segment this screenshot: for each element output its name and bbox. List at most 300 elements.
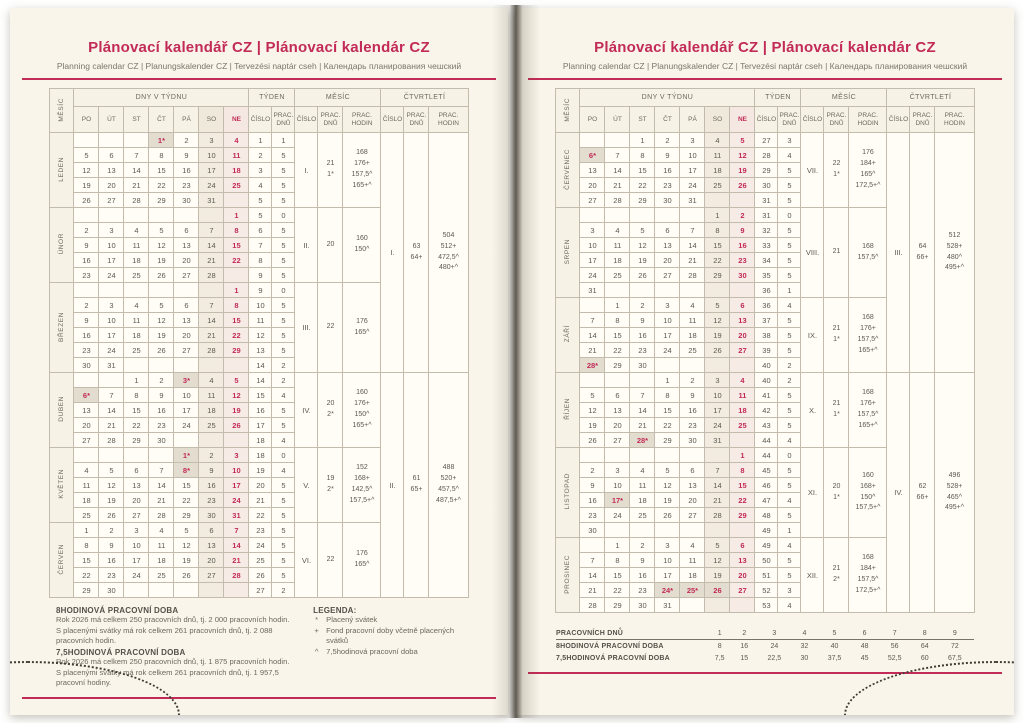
week-workdays: 5 bbox=[778, 388, 801, 403]
day-cell: 3 bbox=[655, 538, 680, 553]
day-cell: 29 bbox=[174, 508, 199, 523]
day-cell: 15 bbox=[74, 553, 99, 568]
day-cell: 26 bbox=[705, 583, 730, 598]
day-cell: 5 bbox=[630, 223, 655, 238]
week-workdays: 5 bbox=[778, 328, 801, 343]
day-cell: 6 bbox=[655, 223, 680, 238]
day-cell: 8 bbox=[630, 148, 655, 163]
day-cell bbox=[705, 523, 730, 538]
week-number: 5 bbox=[249, 193, 272, 208]
header-subcolumn: ČÍSLO bbox=[887, 107, 910, 133]
day-cell: 20 bbox=[730, 328, 755, 343]
day-cell: 13 bbox=[174, 238, 199, 253]
week-number: 5 bbox=[249, 208, 272, 223]
day-cell bbox=[99, 283, 124, 298]
footer-row-label: PRACOVNÍCH DNŮ bbox=[556, 627, 706, 640]
week-number: 44 bbox=[755, 433, 778, 448]
header-subcolumn: PRAC. DNŮ bbox=[404, 107, 429, 133]
day-cell: 18 bbox=[124, 253, 149, 268]
week-number: 50 bbox=[755, 553, 778, 568]
week-workdays: 5 bbox=[778, 418, 801, 433]
day-cell: 11 bbox=[680, 313, 705, 328]
day-cell bbox=[74, 373, 99, 388]
day-cell: 26 bbox=[149, 268, 174, 283]
day-cell: 13 bbox=[655, 238, 680, 253]
day-cell: 9 bbox=[580, 478, 605, 493]
day-cell: 12 bbox=[174, 538, 199, 553]
day-cell: 13 bbox=[605, 403, 630, 418]
day-cell: 9 bbox=[74, 238, 99, 253]
week-number: 2 bbox=[249, 148, 272, 163]
day-cell: 1 bbox=[605, 298, 630, 313]
legend-item bbox=[313, 615, 462, 626]
week-workdays: 4 bbox=[778, 493, 801, 508]
day-cell: 3 bbox=[680, 133, 705, 148]
week-workdays: 4 bbox=[778, 433, 801, 448]
worktime-8h-line-2: S placenými svátky má rok celkem 261 pracovních dnů, tj. 2 088 pracovních hodin. bbox=[56, 625, 273, 646]
day-cell: 5 bbox=[149, 298, 174, 313]
day-cell bbox=[730, 358, 755, 373]
day-cell bbox=[174, 283, 199, 298]
week-workdays: 4 bbox=[778, 298, 801, 313]
week-workdays: 5 bbox=[778, 478, 801, 493]
week-workdays: 5 bbox=[272, 508, 295, 523]
day-cell: 24 bbox=[99, 343, 124, 358]
day-cell: 2 bbox=[630, 538, 655, 553]
week-number: 40 bbox=[755, 358, 778, 373]
day-cell: 28 bbox=[705, 508, 730, 523]
day-cell: 19 bbox=[74, 178, 99, 193]
week-number: 39 bbox=[755, 343, 778, 358]
day-cell bbox=[124, 358, 149, 373]
day-cell: 14 bbox=[224, 538, 249, 553]
week-workdays: 5 bbox=[272, 178, 295, 193]
week-number: 45 bbox=[755, 463, 778, 478]
week-number: 35 bbox=[755, 268, 778, 283]
day-cell: 2 bbox=[630, 298, 655, 313]
day-cell: 8 bbox=[149, 148, 174, 163]
quarter-hours: 504 512+ 472,5^ 480+^ bbox=[429, 133, 468, 373]
page-header-right bbox=[516, 8, 1014, 80]
page-title: Plánovací kalendář CZ | Plánovací kalendár CZ bbox=[594, 39, 936, 56]
day-cell: 22 bbox=[174, 493, 199, 508]
month-hours: 176 165^ bbox=[343, 523, 381, 598]
month-hours: 160 176+ 150^ 165+^ bbox=[343, 373, 381, 448]
day-cell: 24 bbox=[580, 268, 605, 283]
day-cell: 24 bbox=[605, 508, 630, 523]
day-cell: 15 bbox=[224, 313, 249, 328]
day-cell: 29 bbox=[74, 583, 99, 598]
header-day-PÁ: PÁ bbox=[174, 107, 199, 133]
day-cell: 8 bbox=[124, 388, 149, 403]
day-cell: 27 bbox=[730, 583, 755, 598]
month-number: VI. bbox=[295, 523, 318, 598]
header-day-SO: SO bbox=[199, 107, 224, 133]
day-cell: 29 bbox=[605, 598, 630, 613]
week-workdays: 5 bbox=[272, 163, 295, 178]
day-cell: 13 bbox=[680, 478, 705, 493]
week-number: 36 bbox=[755, 298, 778, 313]
week-workdays: 5 bbox=[778, 178, 801, 193]
day-cell: 8 bbox=[605, 553, 630, 568]
week-number: 4 bbox=[249, 178, 272, 193]
day-cell: 11 bbox=[124, 313, 149, 328]
day-cell: 9 bbox=[730, 223, 755, 238]
day-cell bbox=[149, 583, 174, 598]
day-cell: 18 bbox=[199, 403, 224, 418]
day-cell: 24 bbox=[224, 493, 249, 508]
week-number: 22 bbox=[249, 508, 272, 523]
legend-item-text: 7,5hodinová pracovní doba bbox=[326, 646, 418, 656]
quarter-hours: 496 528+ 465^ 495+^ bbox=[935, 373, 974, 613]
day-cell bbox=[655, 448, 680, 463]
day-cell bbox=[705, 358, 730, 373]
quarter-hours: 512 528+ 480^ 495+^ bbox=[935, 133, 974, 373]
header-subcolumn: PRAC. HODIN bbox=[935, 107, 974, 133]
day-cell: 12 bbox=[149, 238, 174, 253]
day-cell: 19 bbox=[705, 328, 730, 343]
day-cell: 26 bbox=[630, 268, 655, 283]
day-cell: 13 bbox=[580, 163, 605, 178]
day-cell: 15 bbox=[630, 163, 655, 178]
month-workdays: 22 bbox=[318, 523, 343, 598]
footer-value: 64 bbox=[920, 642, 929, 650]
day-cell: 20 bbox=[680, 493, 705, 508]
day-cell: 28 bbox=[224, 568, 249, 583]
day-cell: 22 bbox=[605, 583, 630, 598]
day-cell: 20 bbox=[124, 493, 149, 508]
day-cell: 19 bbox=[224, 403, 249, 418]
day-cell: 23 bbox=[74, 268, 99, 283]
week-number: 47 bbox=[755, 493, 778, 508]
month-hours: 168 176+ 157,5^ 165+^ bbox=[343, 133, 381, 208]
footer-value: 6 bbox=[854, 627, 876, 640]
day-cell: 4 bbox=[74, 463, 99, 478]
day-cell bbox=[705, 193, 730, 208]
day-cell: 4 bbox=[124, 298, 149, 313]
day-cell: 25 bbox=[74, 508, 99, 523]
day-cell: 18 bbox=[605, 253, 630, 268]
footer-value: 7 bbox=[876, 627, 914, 640]
month-name-KVĚTEN: KVĚTEN bbox=[50, 448, 74, 523]
footer-value: 2 bbox=[733, 627, 755, 640]
day-cell: 30 bbox=[149, 433, 174, 448]
week-workdays: 0 bbox=[272, 283, 295, 298]
header-subcolumn: ČÍSLO bbox=[249, 107, 272, 133]
day-cell bbox=[630, 448, 655, 463]
day-cell: 7 bbox=[580, 313, 605, 328]
week-number: 6 bbox=[249, 223, 272, 238]
day-cell: 16 bbox=[730, 238, 755, 253]
day-cell: 21 bbox=[199, 328, 224, 343]
day-cell: 14 bbox=[199, 238, 224, 253]
day-cell: 15 bbox=[730, 478, 755, 493]
day-cell: 16 bbox=[74, 253, 99, 268]
day-cell: 22 bbox=[630, 178, 655, 193]
day-cell: 20 bbox=[655, 253, 680, 268]
day-cell: 11 bbox=[605, 238, 630, 253]
day-cell bbox=[705, 448, 730, 463]
week-number: 25 bbox=[249, 553, 272, 568]
calendar-week-row bbox=[556, 373, 974, 388]
week-number: 48 bbox=[755, 508, 778, 523]
day-cell: 13 bbox=[730, 553, 755, 568]
footer-value: 8 bbox=[914, 627, 936, 640]
week-workdays: 5 bbox=[272, 328, 295, 343]
day-cell: 25 bbox=[224, 178, 249, 193]
week-workdays: 2 bbox=[272, 373, 295, 388]
week-number: 3 bbox=[249, 163, 272, 178]
week-number: 18 bbox=[249, 433, 272, 448]
day-cell bbox=[74, 208, 99, 223]
day-cell: 23 bbox=[655, 178, 680, 193]
day-cell: 19 bbox=[149, 328, 174, 343]
day-cell: 28 bbox=[99, 433, 124, 448]
day-cell: 23 bbox=[730, 253, 755, 268]
calendar-week-row bbox=[556, 133, 974, 148]
day-cell: 25 bbox=[149, 568, 174, 583]
day-cell: 20 bbox=[199, 553, 224, 568]
day-cell: 21 bbox=[149, 493, 174, 508]
day-cell: 9 bbox=[149, 388, 174, 403]
day-cell: 5 bbox=[174, 523, 199, 538]
week-workdays: 5 bbox=[272, 493, 295, 508]
day-cell: 31 bbox=[680, 193, 705, 208]
day-cell: 27 bbox=[730, 343, 755, 358]
day-cell: 6* bbox=[74, 388, 99, 403]
day-cell: 5 bbox=[705, 538, 730, 553]
day-cell bbox=[630, 208, 655, 223]
month-workdays: 20 1* bbox=[824, 448, 849, 538]
day-cell: 19 bbox=[730, 163, 755, 178]
week-workdays: 5 bbox=[778, 343, 801, 358]
week-number: 17 bbox=[249, 418, 272, 433]
day-cell: 24 bbox=[199, 178, 224, 193]
day-cell: 2 bbox=[730, 208, 755, 223]
month-hours: 168 157,5^ bbox=[849, 208, 887, 298]
day-cell: 14 bbox=[630, 403, 655, 418]
week-number: 43 bbox=[755, 418, 778, 433]
day-cell: 28 bbox=[124, 193, 149, 208]
day-cell: 24* bbox=[655, 583, 680, 598]
month-number: IV. bbox=[295, 373, 318, 448]
day-cell bbox=[99, 448, 124, 463]
day-cell: 16 bbox=[149, 403, 174, 418]
day-cell bbox=[730, 193, 755, 208]
day-cell: 2 bbox=[74, 298, 99, 313]
week-workdays: 5 bbox=[272, 553, 295, 568]
week-number: 18 bbox=[249, 448, 272, 463]
day-cell bbox=[630, 373, 655, 388]
day-cell: 10 bbox=[224, 463, 249, 478]
day-cell: 22 bbox=[124, 418, 149, 433]
day-cell: 22 bbox=[705, 253, 730, 268]
day-cell: 1* bbox=[174, 448, 199, 463]
day-cell: 31 bbox=[655, 598, 680, 613]
week-workdays: 5 bbox=[778, 463, 801, 478]
day-cell: 21 bbox=[680, 253, 705, 268]
day-cell: 27 bbox=[655, 268, 680, 283]
day-cell: 6 bbox=[680, 463, 705, 478]
week-workdays: 0 bbox=[778, 448, 801, 463]
week-workdays: 5 bbox=[778, 553, 801, 568]
week-number: 20 bbox=[249, 478, 272, 493]
day-cell: 8 bbox=[74, 538, 99, 553]
day-cell: 31 bbox=[99, 358, 124, 373]
header-rule bbox=[528, 78, 1002, 80]
legend-item-text: Fond pracovní doby včetně placených svátků bbox=[326, 625, 455, 646]
day-cell: 29 bbox=[124, 433, 149, 448]
week-workdays: 2 bbox=[778, 358, 801, 373]
day-cell: 7 bbox=[99, 388, 124, 403]
day-cell: 19 bbox=[705, 568, 730, 583]
day-cell: 25 bbox=[605, 268, 630, 283]
footer-value: 40 bbox=[830, 642, 839, 650]
week-number: 40 bbox=[755, 373, 778, 388]
month-name-ZÁŘÍ: ZÁŘÍ bbox=[556, 298, 580, 373]
day-cell: 7 bbox=[680, 223, 705, 238]
day-cell bbox=[680, 283, 705, 298]
day-cell: 3 bbox=[99, 223, 124, 238]
day-cell: 19 bbox=[99, 493, 124, 508]
day-cell bbox=[580, 208, 605, 223]
week-number: 37 bbox=[755, 313, 778, 328]
day-cell: 10 bbox=[605, 478, 630, 493]
header-subcolumn: ČÍSLO bbox=[381, 107, 404, 133]
week-number: 14 bbox=[249, 358, 272, 373]
footer-value: 45 bbox=[860, 654, 869, 662]
day-cell: 17* bbox=[605, 493, 630, 508]
month-workdays: 21 1* bbox=[824, 373, 849, 448]
week-workdays: 5 bbox=[272, 478, 295, 493]
day-cell: 14 bbox=[99, 403, 124, 418]
day-cell: 10 bbox=[174, 388, 199, 403]
week-workdays: 5 bbox=[272, 343, 295, 358]
page-subtitle: Planning calendar CZ | Planungskalender CZ | Tervezési naptár cseh | Календарь планирования чешский bbox=[562, 61, 968, 71]
day-cell: 28 bbox=[149, 508, 174, 523]
day-cell: 10 bbox=[99, 313, 124, 328]
week-number: 53 bbox=[755, 598, 778, 613]
day-cell: 23 bbox=[580, 508, 605, 523]
footer-value: 60 bbox=[920, 654, 929, 662]
day-cell: 1 bbox=[224, 283, 249, 298]
day-cell: 4 bbox=[149, 523, 174, 538]
footer-row-label: 7,5HODINOVÁ PRACOVNÍ DOBA bbox=[556, 654, 670, 662]
header-day-PO: PO bbox=[74, 107, 99, 133]
header-tyden: TÝDEN bbox=[249, 89, 295, 107]
day-cell: 17 bbox=[580, 253, 605, 268]
header-day-ÚT: ÚT bbox=[605, 107, 630, 133]
day-cell: 11 bbox=[124, 238, 149, 253]
day-cell: 23 bbox=[199, 493, 224, 508]
day-cell: 24 bbox=[705, 418, 730, 433]
day-cell bbox=[124, 133, 149, 148]
day-cell: 1 bbox=[224, 208, 249, 223]
day-cell: 29 bbox=[149, 193, 174, 208]
day-cell bbox=[580, 133, 605, 148]
day-cell: 16 bbox=[630, 568, 655, 583]
day-cell: 19 bbox=[630, 253, 655, 268]
day-cell: 18 bbox=[705, 163, 730, 178]
day-cell: 2 bbox=[174, 133, 199, 148]
week-number: 52 bbox=[755, 583, 778, 598]
day-cell: 28 bbox=[580, 598, 605, 613]
day-cell: 6 bbox=[174, 298, 199, 313]
day-cell: 10 bbox=[680, 148, 705, 163]
month-name-DUBEN: DUBEN bbox=[50, 373, 74, 448]
day-cell bbox=[655, 358, 680, 373]
month-hours: 176 165^ bbox=[343, 283, 381, 373]
day-cell: 31 bbox=[199, 193, 224, 208]
footer-value: 72 bbox=[950, 642, 959, 650]
week-number: 30 bbox=[755, 178, 778, 193]
day-cell: 7 bbox=[124, 148, 149, 163]
week-workdays: 5 bbox=[272, 538, 295, 553]
day-cell: 18 bbox=[680, 328, 705, 343]
day-cell: 9 bbox=[630, 313, 655, 328]
day-cell: 10 bbox=[199, 148, 224, 163]
week-number: 38 bbox=[755, 328, 778, 343]
quarter-hours: 488 520+ 457,5^ 487,5+^ bbox=[429, 373, 468, 598]
day-cell: 22 bbox=[224, 253, 249, 268]
month-hours: 168 176+ 157,5^ 165+^ bbox=[849, 373, 887, 448]
footer-value: 16 bbox=[740, 642, 749, 650]
day-cell bbox=[680, 598, 705, 613]
week-workdays: 4 bbox=[272, 433, 295, 448]
week-workdays: 5 bbox=[778, 163, 801, 178]
quarter-workdays: 61 65+ bbox=[404, 373, 429, 598]
day-cell: 11 bbox=[630, 478, 655, 493]
week-workdays: 2 bbox=[272, 583, 295, 598]
workdays-hours-table bbox=[556, 627, 974, 664]
day-cell: 29 bbox=[630, 193, 655, 208]
day-cell: 15 bbox=[149, 163, 174, 178]
day-cell: 26 bbox=[74, 193, 99, 208]
day-cell: 30 bbox=[630, 598, 655, 613]
worktime-8h-line-1: Rok 2026 má celkem 250 pracovních dnů, tj. 2 000 pracovních hodin. bbox=[56, 615, 290, 624]
day-cell: 21 bbox=[580, 343, 605, 358]
day-cell bbox=[605, 283, 630, 298]
day-cell bbox=[99, 208, 124, 223]
worktime-75h-line-2: S placenými svátky má rok celkem 261 pracovních dnů, tj. 1 957,5 pracovní hodiny. bbox=[56, 667, 279, 688]
day-cell bbox=[730, 433, 755, 448]
day-cell bbox=[224, 358, 249, 373]
month-workdays: 22 1* bbox=[824, 133, 849, 208]
day-cell: 26 bbox=[149, 343, 174, 358]
footer-value: 22,5 bbox=[767, 654, 782, 662]
week-workdays: 5 bbox=[272, 238, 295, 253]
month-name-LEDEN: LEDEN bbox=[50, 133, 74, 208]
day-cell bbox=[99, 133, 124, 148]
worktime-8h-title: 8HODINOVÁ PRACOVNÍ DOBA bbox=[56, 606, 179, 615]
week-number: 41 bbox=[755, 388, 778, 403]
day-cell: 31 bbox=[580, 283, 605, 298]
header-day-NE: NE bbox=[224, 107, 249, 133]
day-cell: 6 bbox=[199, 523, 224, 538]
day-cell: 17 bbox=[174, 403, 199, 418]
day-cell: 7 bbox=[199, 223, 224, 238]
day-cell: 25 bbox=[124, 343, 149, 358]
legend-item bbox=[313, 647, 462, 658]
day-cell: 2 bbox=[149, 373, 174, 388]
day-cell: 5 bbox=[705, 298, 730, 313]
header-mesic-vertical: MĚSÍC bbox=[556, 89, 580, 133]
month-name-ŘÍJEN: ŘÍJEN bbox=[556, 373, 580, 448]
day-cell: 17 bbox=[705, 403, 730, 418]
day-cell: 9 bbox=[74, 313, 99, 328]
day-cell: 3 bbox=[124, 523, 149, 538]
day-cell: 3 bbox=[199, 133, 224, 148]
